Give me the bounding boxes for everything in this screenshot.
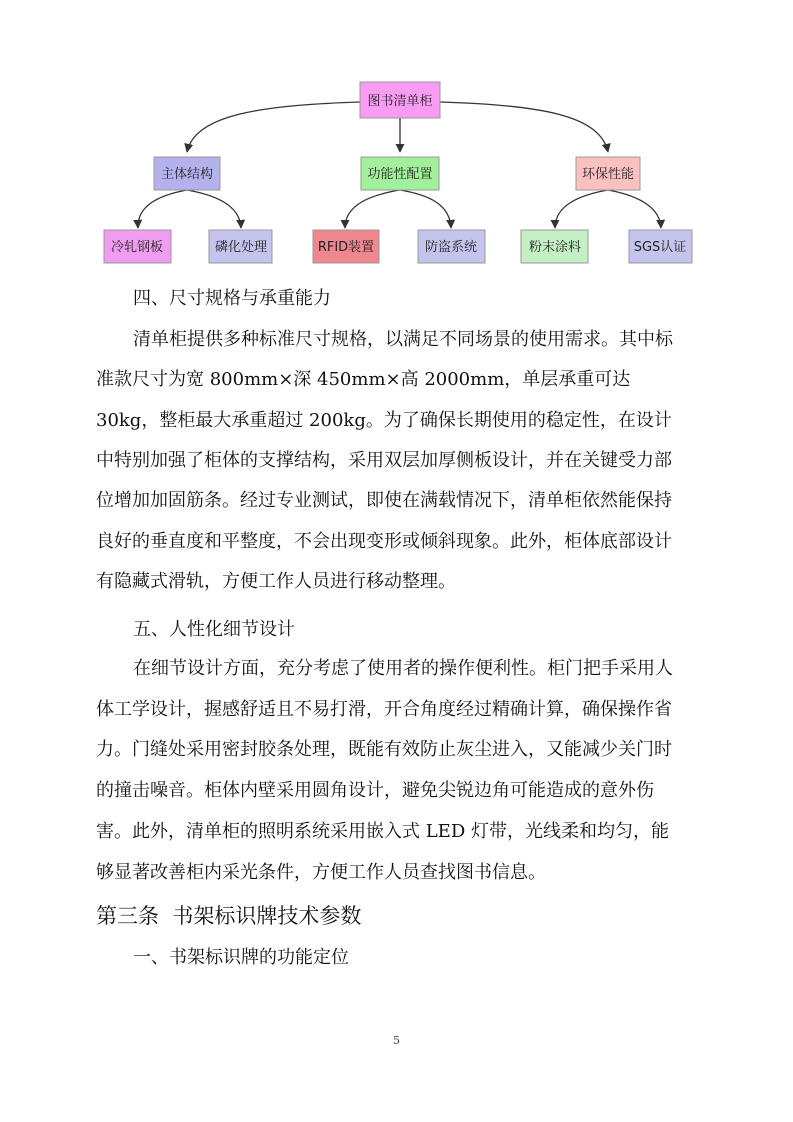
node-leaf-4 xyxy=(418,230,485,263)
node-leaf-2 xyxy=(209,230,272,263)
article3-heading: 第三条 书架标识牌技术参数 xyxy=(96,904,362,928)
node-leaf-1-label: 冷轧钢板 xyxy=(110,240,164,255)
node-leaf-3-label: RFID装置 xyxy=(317,240,375,255)
node-root xyxy=(360,82,440,118)
section5-line-1: 在细节设计方面，充分考虑了使用者的操作便利性。柜门把手采用人 xyxy=(133,658,673,679)
section5-line-3: 力。门缝处采用密封胶条处理，既能有效防止灰尘进入，又能减少关门时 xyxy=(96,739,672,760)
page-number: 5 xyxy=(393,1034,400,1047)
node-leaf-4-label: 防盗系统 xyxy=(424,240,478,255)
section4-line-4: 中特别加强了柜体的支撑结构，采用双层加厚侧板设计，并在关键受力部 xyxy=(96,450,672,471)
section5-line-5: 害。此外，清单柜的照明系统采用嵌入式 LED 灯带，光线柔和均匀，能 xyxy=(96,821,669,842)
section4-line-6: 良好的垂直度和平整度，不会出现变形或倾斜现象。此外，柜体底部设计 xyxy=(96,531,672,552)
node-leaf-6 xyxy=(629,230,692,263)
node-group-2-label: 功能性配置 xyxy=(367,167,433,182)
node-root-label: 图书清单柜 xyxy=(367,94,433,109)
article3-subheading: 一、书架标识牌的功能定位 xyxy=(133,947,349,968)
node-group-3-label: 环保性能 xyxy=(581,167,635,182)
section5-line-4: 的撞击噪音。柜体内壁采用圆角设计，避免尖锐边角可能造成的意外伤 xyxy=(96,780,654,801)
node-leaf-5-label: 粉末涂料 xyxy=(528,240,582,255)
node-group-2 xyxy=(361,157,439,190)
section4-line-5: 位增加加固筋条。经过专业测试，即使在满载情况下，清单柜依然能保持 xyxy=(96,490,672,511)
section4-heading: 四、尺寸规格与承重能力 xyxy=(133,288,331,309)
section4-line-2: 准款尺寸为宽 800mm×深 450mm×高 2000mm，单层承重可达 xyxy=(96,369,631,390)
section5-line-6: 够显著改善柜内采光条件，方便工作人员查找图书信息。 xyxy=(96,862,546,883)
node-group-1 xyxy=(154,157,220,190)
section4-line-1: 清单柜提供多种标准尺寸规格，以满足不同场景的使用需求。其中标 xyxy=(133,329,673,350)
section5-line-2: 体工学设计，握感舒适且不易打滑，开合角度经过精确计算，确保操作省 xyxy=(96,699,672,720)
node-leaf-5 xyxy=(521,230,588,263)
section4-line-3: 30kg，整柜最大承重超过 200kg。为了确保长期使用的稳定性，在设计 xyxy=(96,410,672,431)
node-leaf-6-label: SGS认证 xyxy=(633,240,687,255)
node-group-3 xyxy=(576,157,640,190)
node-leaf-1 xyxy=(104,230,171,263)
section4-line-7: 有隐藏式滑轨，方便工作人员进行移动整理。 xyxy=(96,571,456,592)
node-leaf-2-label: 磷化处理 xyxy=(214,240,268,255)
section5-heading: 五、人性化细节设计 xyxy=(133,619,295,640)
node-leaf-3 xyxy=(313,230,379,263)
tree-diagram xyxy=(0,0,793,275)
node-group-1-label: 主体结构 xyxy=(160,167,214,182)
